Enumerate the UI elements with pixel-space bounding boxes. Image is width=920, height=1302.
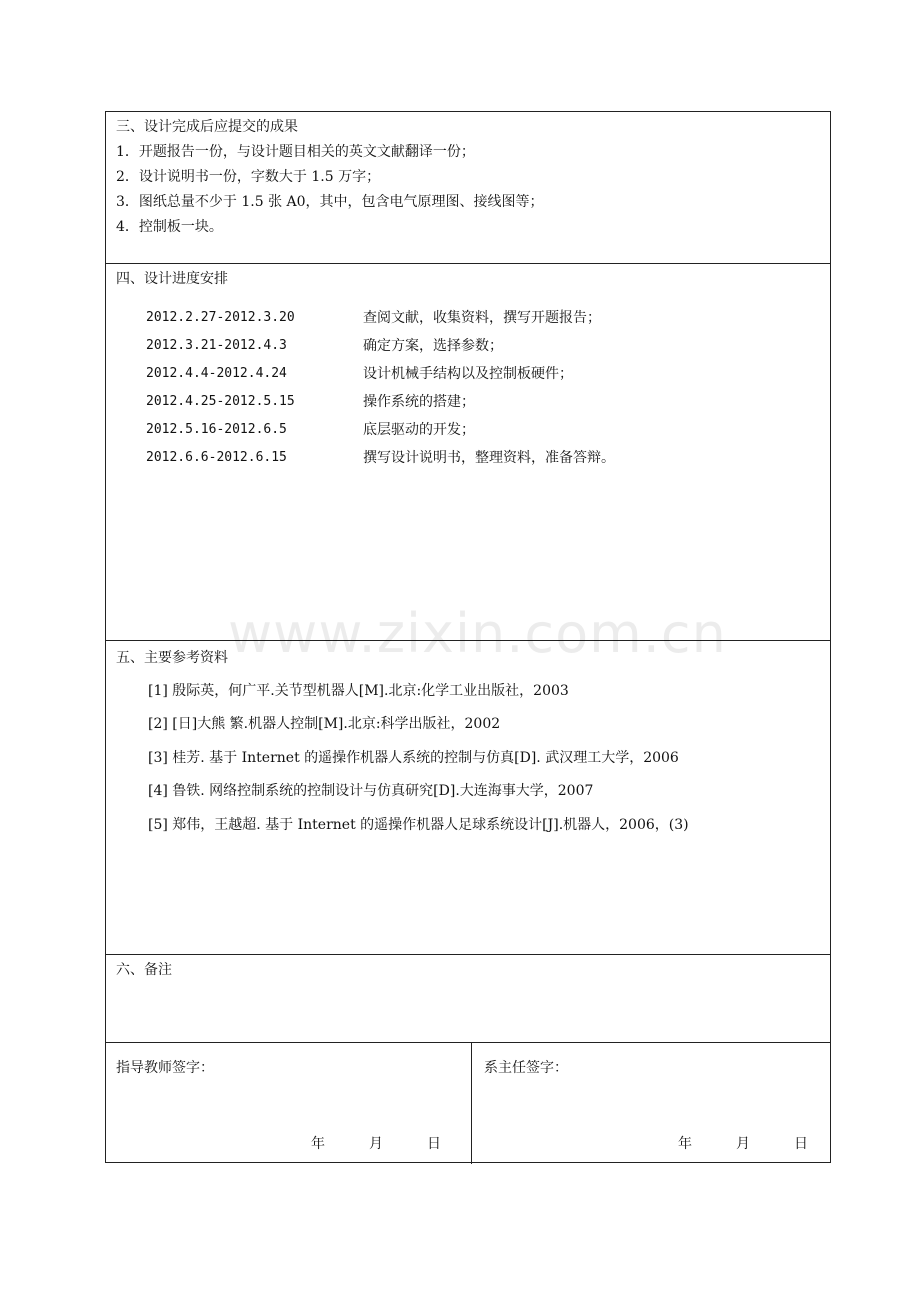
list-item: 1．开题报告一份，与设计题目相关的英文文献翻译一份； — [116, 144, 475, 160]
month-label: 月 — [369, 1136, 383, 1152]
schedule-task: 操作系统的搭建； — [363, 394, 475, 410]
section-heading: 四、设计进度安排 — [116, 271, 228, 287]
section-heading: 五、主要参考资料 — [116, 650, 228, 666]
list-item: 4．控制板一块。 — [116, 219, 223, 235]
schedule-date: 2012.4.25-2012.5.15 — [146, 394, 295, 409]
advisor-signature-cell — [106, 1043, 472, 1164]
watermark: www.zixin.com.cn — [228, 602, 727, 665]
schedule-date: 2012.3.21-2012.4.3 — [146, 338, 287, 353]
schedule-date: 2012.5.16-2012.6.5 — [146, 422, 287, 437]
list-item: 2．设计说明书一份，字数大于 1.5 万字； — [116, 169, 381, 185]
schedule-task: 确定方案，选择参数； — [363, 338, 503, 354]
schedule-task: 设计机械手结构以及控制板硬件； — [363, 366, 573, 382]
head-signature-label: 系主任签字： — [484, 1060, 568, 1076]
section-schedule — [106, 264, 830, 641]
reference-item: [2] [日]大熊 繁.机器人控制[M].北京:科学出版社，2002 — [148, 716, 501, 732]
schedule-task: 撰写设计说明书，整理资料，准备答辩。 — [363, 450, 615, 466]
reference-item: [4] 鲁铁. 网络控制系统的控制设计与仿真研究[D].大连海事大学，2007 — [148, 783, 594, 799]
year-label: 年 — [311, 1136, 325, 1152]
schedule-date: 2012.6.6-2012.6.15 — [146, 450, 287, 465]
section-remarks — [106, 955, 830, 1043]
reference-item: [5] 郑伟，王越超. 基于 Internet 的遥操作机器人足球系统设计[J].机器人，2006，(3) — [148, 817, 689, 833]
schedule-task: 底层驱动的开发； — [363, 422, 475, 438]
signature-row — [106, 1043, 830, 1164]
schedule-task: 查阅文献，收集资料，撰写开题报告； — [363, 310, 601, 326]
day-label: 日 — [794, 1136, 808, 1152]
section-heading: 六、备注 — [116, 962, 172, 978]
schedule-date: 2012.4.4-2012.4.24 — [146, 366, 287, 381]
list-item: 3．图纸总量不少于 1.5 张 A0，其中，包含电气原理图、接线图等； — [116, 194, 544, 210]
advisor-signature-label: 指导教师签字： — [116, 1060, 214, 1076]
section-references — [106, 641, 830, 955]
section-deliverables — [106, 112, 830, 264]
month-label: 月 — [736, 1136, 750, 1152]
section-heading: 三、设计完成后应提交的成果 — [116, 119, 298, 135]
day-label: 日 — [427, 1136, 441, 1152]
reference-item: [3] 桂芳. 基于 Internet 的遥操作机器人系统的控制与仿真[D]. 武汉理工大学，2006 — [148, 750, 679, 766]
head-signature-cell — [472, 1043, 830, 1164]
year-label: 年 — [678, 1136, 692, 1152]
schedule-date: 2012.2.27-2012.3.20 — [146, 310, 295, 325]
reference-item: [1] 殷际英，何广平.关节型机器人[M].北京:化学工业出版社，2003 — [148, 683, 569, 699]
